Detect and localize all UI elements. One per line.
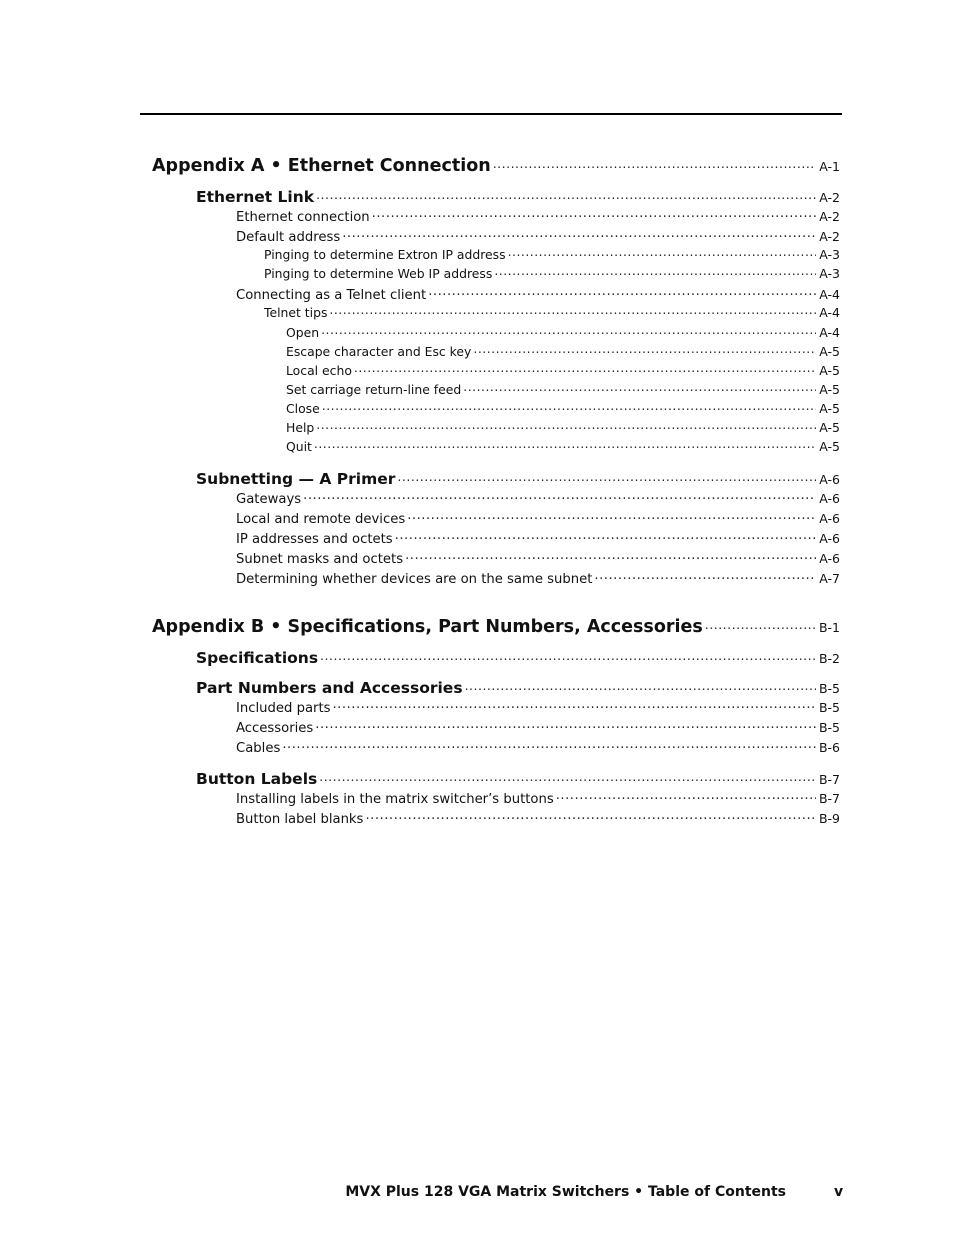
toc-entry-part-numbers[interactable] bbox=[196, 677, 840, 697]
page-number: v bbox=[834, 1184, 844, 1200]
toc-entry-title: Open bbox=[286, 325, 320, 341]
dot-leader bbox=[316, 420, 816, 432]
toc-entry-page: A-2 bbox=[819, 209, 840, 225]
toc-entry-page: A-5 bbox=[819, 420, 840, 436]
toc-entry-page: A-7 bbox=[819, 571, 840, 587]
dot-leader bbox=[282, 739, 816, 752]
toc-entry-open[interactable] bbox=[286, 325, 840, 340]
dot-leader bbox=[508, 247, 817, 259]
toc-entry-local-remote[interactable] bbox=[236, 510, 840, 527]
toc-entry-page: A-3 bbox=[819, 266, 840, 282]
toc-entry-title: Button label blanks bbox=[236, 812, 364, 828]
dot-leader bbox=[395, 530, 817, 543]
dot-leader bbox=[556, 790, 816, 803]
toc-entry-help[interactable] bbox=[286, 420, 840, 435]
toc-entry-telnet-client[interactable] bbox=[236, 286, 840, 303]
toc-entry-page: A-2 bbox=[819, 189, 840, 205]
dot-leader bbox=[428, 286, 816, 299]
toc-entry-page: B-5 bbox=[818, 700, 840, 716]
toc-entry-label-blanks[interactable] bbox=[236, 810, 840, 827]
toc-entry-accessories[interactable] bbox=[236, 719, 840, 736]
toc-entry-quit[interactable] bbox=[286, 439, 840, 454]
dot-leader bbox=[705, 614, 816, 632]
toc-entry-pinging-extron[interactable] bbox=[264, 247, 840, 262]
dot-leader bbox=[397, 468, 816, 484]
dot-leader bbox=[493, 153, 817, 171]
toc-entry-button-labels[interactable] bbox=[196, 768, 840, 788]
toc-entry-title: Button Labels bbox=[196, 769, 318, 788]
toc-entry-specifications[interactable] bbox=[196, 647, 840, 667]
footer-title: MVX Plus 128 VGA Matrix Switchers • Table of Contents bbox=[345, 1184, 786, 1200]
toc-entry-installing-labels[interactable] bbox=[236, 790, 840, 807]
toc-entry-page: A-4 bbox=[819, 287, 840, 303]
toc-entry-page: B-6 bbox=[818, 740, 840, 756]
dot-leader bbox=[332, 699, 815, 712]
toc-entry-page: A-6 bbox=[819, 551, 840, 567]
dot-leader bbox=[365, 810, 816, 823]
toc-entry-page: A-6 bbox=[819, 491, 840, 507]
toc-entry-same-subnet[interactable] bbox=[236, 570, 840, 587]
toc-entry-title: Subnet masks and octets bbox=[236, 552, 404, 568]
toc-entry-page: A-1 bbox=[819, 158, 840, 174]
toc-entry-subnetting[interactable] bbox=[196, 468, 840, 488]
toc-entry-page: A-5 bbox=[819, 363, 840, 379]
dot-leader bbox=[354, 363, 816, 375]
toc-entry-title: Accessories bbox=[236, 721, 314, 737]
toc-entry-page: A-4 bbox=[819, 305, 840, 321]
toc-entry-gateways[interactable] bbox=[236, 490, 840, 507]
toc-entry-title: Cables bbox=[236, 741, 281, 757]
toc-entry-title: Default address bbox=[236, 230, 341, 246]
toc-entry-title: Determining whether devices are on the same subnet bbox=[236, 572, 593, 588]
toc-entry-page: B-9 bbox=[818, 811, 840, 827]
toc-entry-title: Appendix B • Specifications, Part Numbers, Accessories bbox=[152, 616, 703, 637]
dot-leader bbox=[316, 186, 816, 202]
toc-entry-page: A-4 bbox=[819, 325, 840, 341]
toc-entry-title: Specifications bbox=[196, 648, 319, 667]
dot-leader bbox=[321, 325, 816, 337]
dot-leader bbox=[594, 570, 816, 583]
toc-entry-title: Close bbox=[286, 401, 320, 417]
toc-entry-page: B-2 bbox=[818, 650, 840, 666]
toc-entry-cables[interactable] bbox=[236, 739, 840, 756]
toc-entry-title: Part Numbers and Accessories bbox=[196, 678, 463, 697]
dot-leader bbox=[463, 382, 816, 394]
toc-entry-title: Local and remote devices bbox=[236, 512, 406, 528]
dot-leader bbox=[329, 305, 816, 317]
dot-leader bbox=[319, 768, 816, 784]
toc-entry-title: Connecting as a Telnet client bbox=[236, 288, 427, 304]
dot-leader bbox=[322, 401, 816, 413]
toc-entry-title: Local echo bbox=[286, 363, 352, 379]
toc-entry-title: Included parts bbox=[236, 701, 331, 717]
toc-entry-close[interactable] bbox=[286, 401, 840, 416]
toc-entry-telnet-tips[interactable] bbox=[264, 305, 840, 320]
dot-leader bbox=[372, 208, 817, 221]
toc-entry-carriage-return[interactable] bbox=[286, 382, 840, 397]
toc-entry-title: Quit bbox=[286, 439, 312, 455]
dot-leader bbox=[314, 439, 816, 451]
toc-entry-title: IP addresses and octets bbox=[236, 532, 393, 548]
toc-entry-page: A-3 bbox=[819, 247, 840, 263]
toc-entry-page: B-5 bbox=[818, 720, 840, 736]
dot-leader bbox=[405, 550, 816, 563]
toc-entry-page: B-1 bbox=[818, 619, 840, 635]
toc-entry-page: A-6 bbox=[819, 531, 840, 547]
toc-entry-page: A-5 bbox=[819, 344, 840, 360]
toc-entry-page: B-7 bbox=[818, 791, 840, 807]
toc-entry-title: Telnet tips bbox=[264, 305, 328, 321]
dot-leader bbox=[473, 344, 816, 356]
toc-entry-escape[interactable] bbox=[286, 344, 840, 359]
toc-entry-appendix-a[interactable] bbox=[152, 153, 840, 176]
dot-leader bbox=[494, 266, 816, 278]
toc-entry-page: B-7 bbox=[818, 771, 840, 787]
dot-leader bbox=[315, 719, 816, 732]
toc-entry-title: Ethernet connection bbox=[236, 210, 370, 226]
toc-entry-default-address[interactable] bbox=[236, 228, 840, 245]
toc-entry-appendix-b[interactable] bbox=[152, 614, 840, 637]
toc-entry-page: A-2 bbox=[819, 229, 840, 245]
toc-entry-title: Ethernet Link bbox=[196, 187, 315, 206]
toc-entry-page: A-5 bbox=[819, 439, 840, 455]
toc-entry-title: Pinging to determine Extron IP address bbox=[264, 247, 506, 263]
toc-entry-title: Installing labels in the matrix switcher’s buttons bbox=[236, 792, 554, 808]
toc-entry-page: A-5 bbox=[819, 401, 840, 417]
toc-entry-title: Subnetting — A Primer bbox=[196, 469, 396, 488]
toc-entry-page: A-6 bbox=[819, 471, 840, 487]
dot-leader bbox=[342, 228, 816, 241]
toc-entry-page: A-6 bbox=[819, 511, 840, 527]
dot-leader bbox=[465, 677, 816, 693]
toc-entry-ethernet-connection[interactable] bbox=[236, 208, 840, 225]
toc-entry-title: Escape character and Esc key bbox=[286, 344, 472, 360]
toc-entry-included-parts[interactable] bbox=[236, 699, 840, 716]
toc-entry-ethernet-link[interactable] bbox=[196, 186, 840, 206]
dot-leader bbox=[303, 490, 816, 503]
dot-leader bbox=[320, 647, 816, 663]
toc-entry-page: B-5 bbox=[818, 680, 840, 696]
toc-entry-page: A-5 bbox=[819, 382, 840, 398]
toc-entry-subnet-masks[interactable] bbox=[236, 550, 840, 567]
toc-entry-local-echo[interactable] bbox=[286, 363, 840, 378]
dot-leader bbox=[407, 510, 816, 523]
toc-entry-ip-octets[interactable] bbox=[236, 530, 840, 547]
toc-entry-title: Help bbox=[286, 420, 315, 436]
toc-entry-title: Appendix A • Ethernet Connection bbox=[152, 155, 491, 176]
toc-entry-pinging-web[interactable] bbox=[264, 266, 840, 281]
toc-entry-title: Gateways bbox=[236, 492, 302, 508]
toc-entry-title: Pinging to determine Web IP address bbox=[264, 266, 493, 282]
toc-entry-title: Set carriage return-line feed bbox=[286, 382, 462, 398]
